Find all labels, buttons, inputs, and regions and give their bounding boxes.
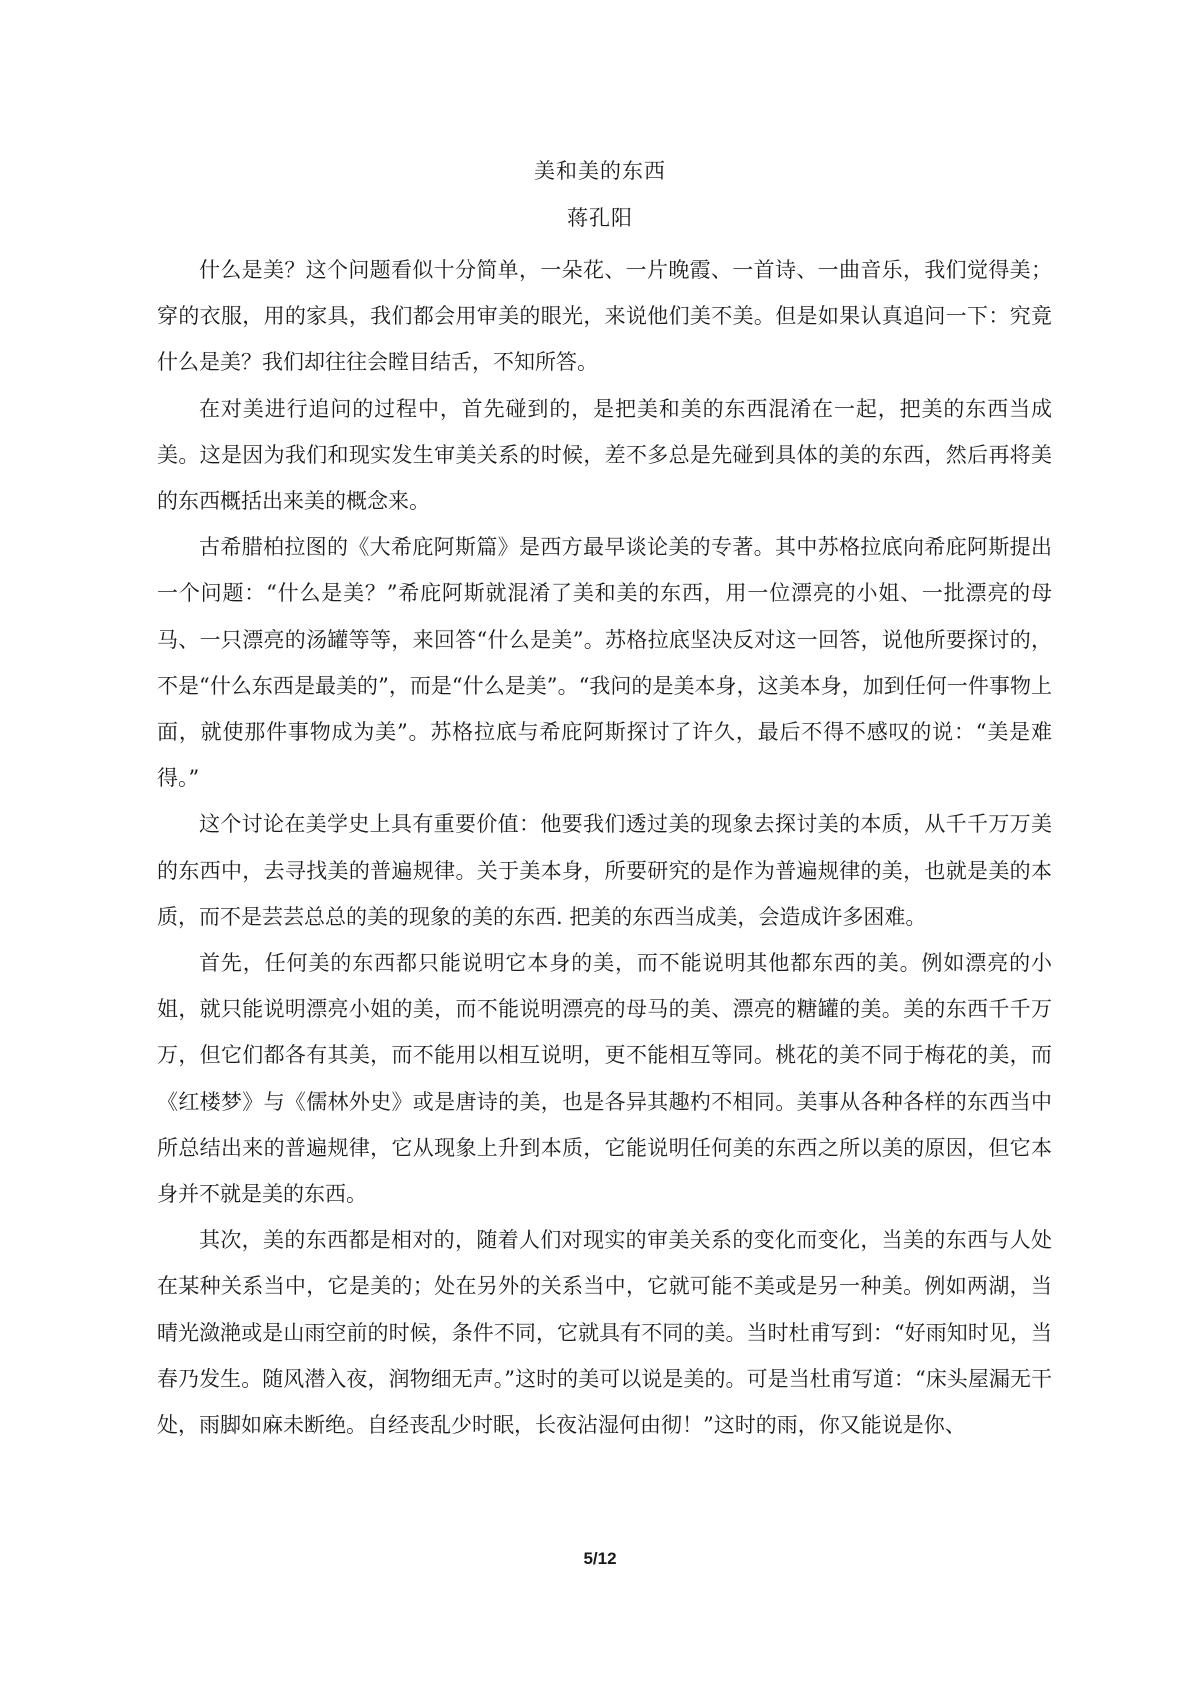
- document-author: 蒋孔阳: [567, 206, 633, 230]
- document-body: [157, 247, 1052, 1448]
- paragraph: 在对美进行追问的过程中，首先碰到的，是把美和美的东西混淆在一起，把美的东西当成美。这是因为我们和现实发生审美关系的时候，差不多总是先碰到具体的美的东西，然后再将美的东西概括出来美的概念来。: [157, 396, 1052, 514]
- paragraph: 什么是美？这个问题看似十分简单，一朵花、一片晚霞、一首诗、一曲音乐，我们觉得美；穿的衣服，用的家具，我们都会用审美的眼光，来说他们美不美。但是如果认真追问一下：究竟什么是美？我们却往往会瞠目结舌，不知所答。: [157, 258, 1052, 375]
- paragraph: 这个讨论在美学史上具有重要价值：他要我们透过美的现象去探讨美的本质，从千千万万美的东西中，去寻找美的普遍规律。关于美本身，所要研究的是作为普遍规律的美，也就是美的本质，而不是芸芸总总的美的现象的美的东西. 把美的东西当成美，会造成许多困难。: [157, 812, 1052, 929]
- paragraph: 其次，美的东西都是相对的，随着人们对现实的审美关系的变化而变化，当美的东西与人处在某种关系当中，它是美的；处在另外的关系当中，它就可能不美或是另一种美。例如两湖，当晴光潋滟或是山雨空前的时候，条件不同，它就具有不同的美。当时杜甫写到：“好雨知时见，当春乃发生。随风潜入夜，润物细无声。”这时的美可以说是美的。可是当杜甫写道：“床头屋漏无干处，雨脚如麻未断绝。自经丧乱少时眠，长夜沾湿何由彻！”这时的雨，你又能说是你、: [157, 1228, 1052, 1438]
- page-number: 5/12: [583, 1549, 617, 1568]
- document-title: 美和美的东西: [534, 159, 666, 183]
- paragraph: 首先，任何美的东西都只能说明它本身的美，而不能说明其他都东西的美。例如漂亮的小姐，就只能说明漂亮小姐的美，而不能说明漂亮的母马的美、漂亮的糖罐的美。美的东西千千万万，但它们都各有其美，而不能用以相互说明，更不能相互等同。桃花的美不同于梅花的美，而《红楼梦》与《儒林外史》或是唐诗的美，也是各异其趣杓不相同。美事从各种各样的东西当中所总结出来的普遍规律，它从现象上升到本质，它能说明任何美的东西之所以美的原因，但它本身并不就是美的东西。: [157, 951, 1052, 1207]
- paragraph: 古希腊柏拉图的《大希庇阿斯篇》是西方最早谈论美的专著。其中苏格拉底向希庇阿斯提出一个问题：“什么是美？”希庇阿斯就混淆了美和美的东西，用一位漂亮的小姐、一批漂亮的母马、一只漂亮的汤罐等等，来回答“什么是美”。苏格拉底坚决反对这一回答，说他所要探讨的，不是“什么东西是最美的”，而是“什么是美”。“我问的是美本身，这美本身，加到任何一件事物上面，就使那件事物成为美”。苏格拉底与希庇阿斯探讨了许久，最后不得不感叹的说：“美是难得。”: [157, 535, 1052, 791]
